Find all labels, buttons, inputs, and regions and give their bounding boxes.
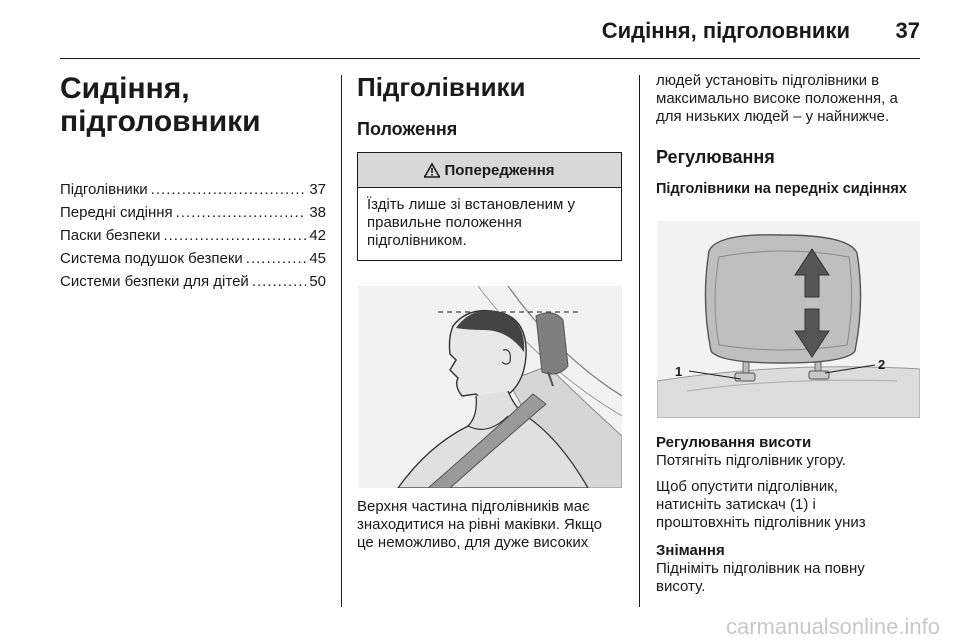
- callout-2: 2: [878, 357, 886, 372]
- page-number: 37: [895, 18, 920, 43]
- warning-triangle-icon: [424, 163, 440, 178]
- toc-item[interactable]: [60, 224, 326, 247]
- lower-text-line-3: проштовхніть підголівник униз: [656, 514, 866, 531]
- toc-item-page: 45: [309, 250, 326, 267]
- removal-text-line-1: Підніміть підголівник на повну: [656, 560, 865, 577]
- warning-box: [357, 152, 622, 261]
- position-paragraph: [357, 498, 627, 552]
- lower-text-line-1: Щоб опустити підголівник,: [656, 478, 838, 495]
- lower-text-line-2: натисніть затискач (1) і: [656, 496, 816, 513]
- headrest-adjustment-illustration: [657, 221, 920, 418]
- warning-text: Їздіть лише зі встановленим у правильне положення підголівником.: [367, 196, 576, 249]
- toc-item-page: 38: [309, 204, 326, 221]
- toc-item-label: Передні сидіння: [60, 204, 173, 221]
- toc-leader-dots: [176, 201, 307, 224]
- removal-text-line-2: висоту.: [656, 578, 706, 595]
- toc-item-label: Підголівники: [60, 181, 148, 198]
- height-text: Потягніть підголівник угору.: [656, 452, 846, 469]
- chapter-title-line-2: підголовники: [60, 105, 261, 138]
- toc-leader-dots: [151, 178, 307, 201]
- toc-item-page: 50: [309, 273, 326, 290]
- toc-item-label: Паски безпеки: [60, 227, 161, 244]
- continued-text-line-2: максимально високе положення, а: [656, 90, 898, 107]
- adjustment-column: [656, 72, 920, 198]
- toc-item-page: 37: [309, 181, 326, 198]
- warning-heading-text: Попередження: [444, 161, 555, 179]
- toc-item-label: Система подушок безпеки: [60, 250, 243, 267]
- toc-item-page: 42: [309, 227, 326, 244]
- adjustment-instructions: [656, 434, 926, 596]
- table-of-contents: [60, 178, 326, 293]
- toc-item[interactable]: [60, 270, 326, 293]
- continued-text-line-1: людей установіть підголівники в: [656, 72, 880, 89]
- position-title: Положення: [357, 119, 458, 139]
- continued-text-line-3: для низьких людей – у найнижче.: [656, 108, 890, 125]
- adjust-title: Регулювання: [656, 147, 775, 167]
- running-title: Сидіння, підголовники: [601, 18, 850, 43]
- toc-item-label: Системи безпеки для дітей: [60, 273, 249, 290]
- toc-leader-dots: [246, 247, 307, 270]
- driver-headrest-illustration: [358, 286, 622, 488]
- front-seats-title: Підголівники на передніх сидіннях: [656, 181, 907, 197]
- toc-item[interactable]: [60, 247, 326, 270]
- column-divider-left: [341, 75, 342, 607]
- chapter-column: [60, 72, 326, 293]
- chapter-title-line-1: Сидіння,: [60, 72, 190, 105]
- toc-leader-dots: [252, 270, 307, 293]
- height-title: Регулювання висоти: [656, 434, 812, 451]
- column-divider-right: [639, 75, 640, 607]
- chapter-title: [60, 72, 326, 138]
- toc-leader-dots: [163, 224, 306, 247]
- header-rule: [60, 58, 920, 59]
- toc-item[interactable]: [60, 178, 326, 201]
- callout-1: 1: [675, 364, 683, 379]
- position-text-line-3: це неможливо, для дуже високих: [357, 534, 589, 551]
- section-title: Підголівники: [357, 72, 526, 102]
- toc-item[interactable]: [60, 201, 326, 224]
- watermark: carmanualsonline.info: [725, 614, 940, 639]
- warning-heading: [358, 153, 621, 188]
- position-text-line-2: знаходитися на рівні маківки. Якщо: [357, 516, 602, 533]
- removal-title: Знімання: [656, 542, 725, 559]
- position-text-line-1: Верхня частина підголівників має: [357, 498, 590, 515]
- section-column: [357, 72, 622, 261]
